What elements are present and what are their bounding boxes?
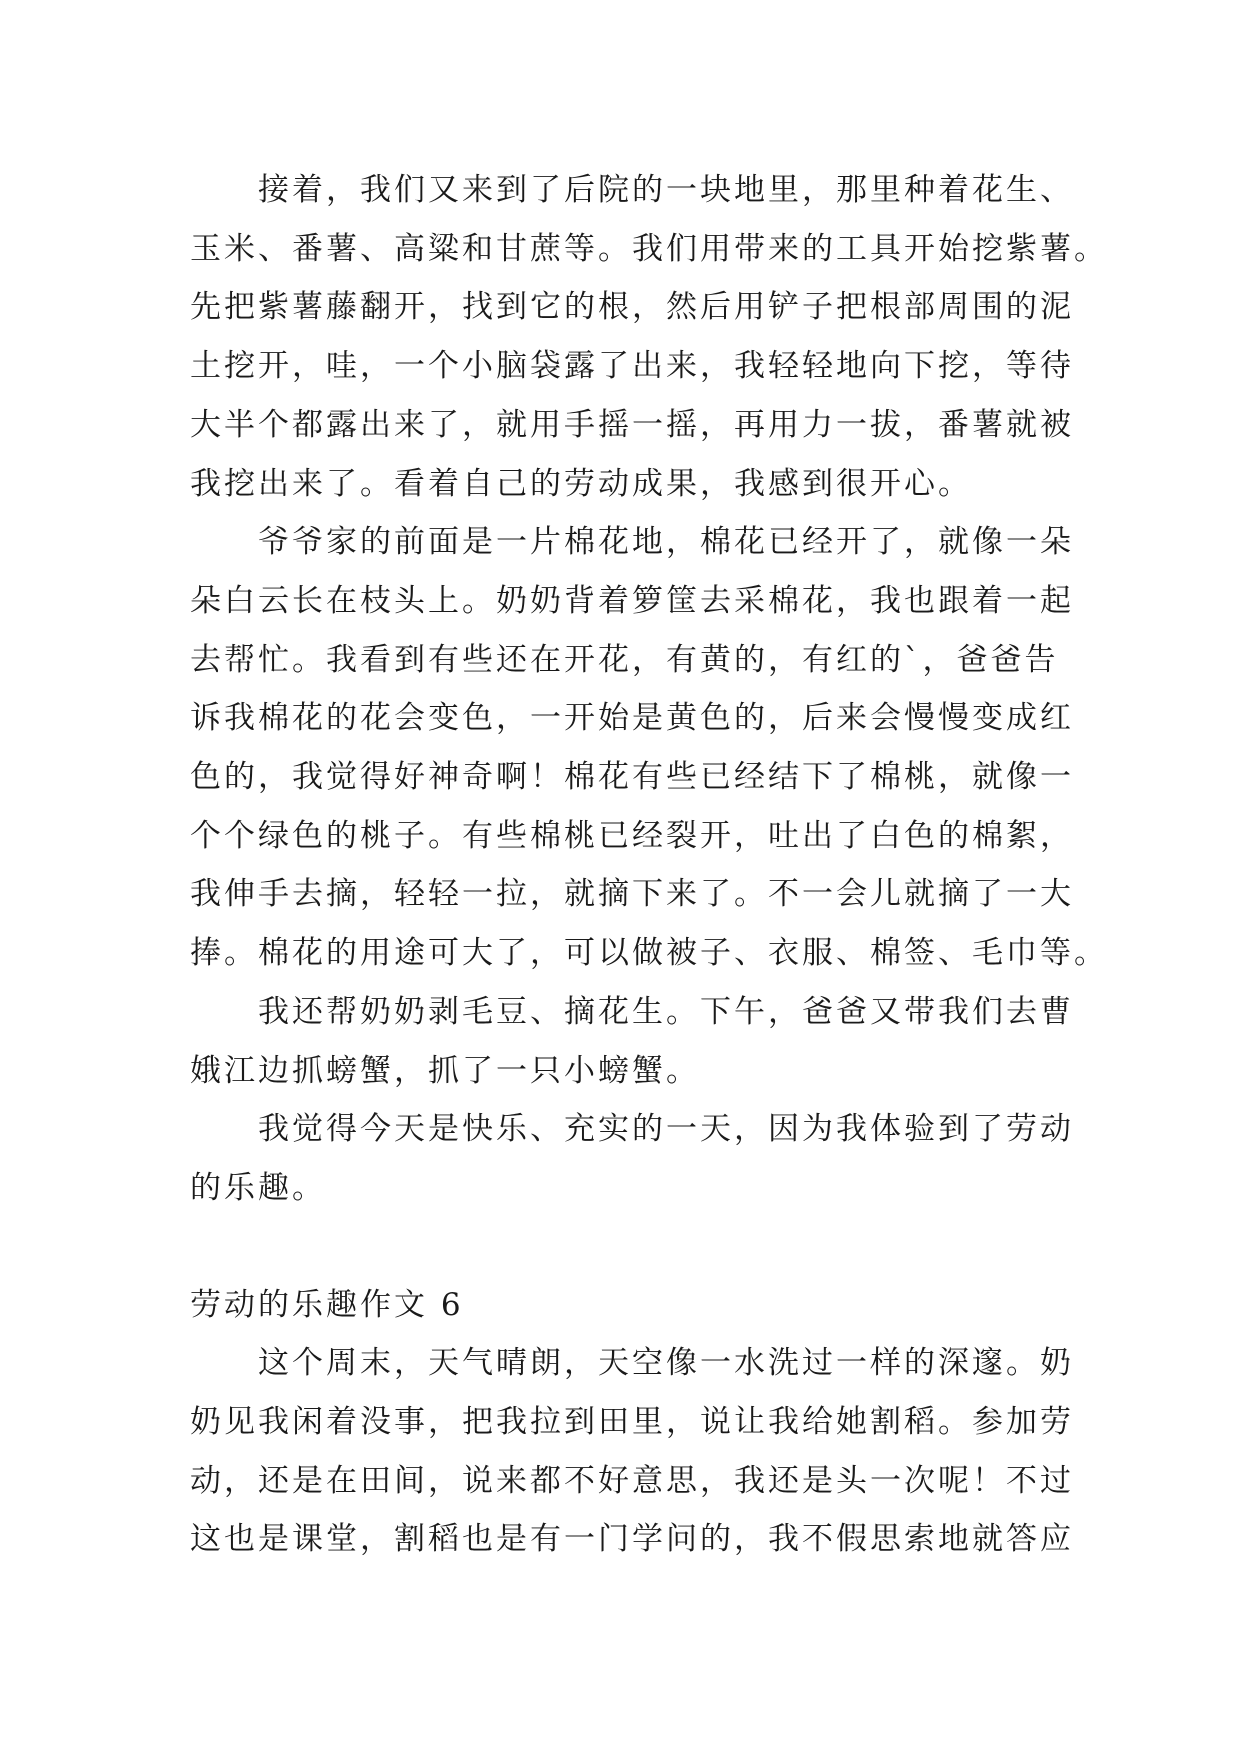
text-line: 土挖开，哇，一个小脑袋露了出来，我轻轻地向下挖，等待 — [190, 348, 1074, 385]
text-line: 爷爷家的前面是一片棉花地，棉花已经开了，就像一朵 — [258, 524, 1074, 561]
document-body — [190, 161, 1108, 1569]
paragraph-afternoon-crabs — [190, 983, 1090, 1100]
text-line: 个个绿色的桃子。有些棉桃已经裂开，吐出了白色的棉絮， — [190, 817, 1074, 854]
text-line: 捧。棉花的用途可大了，可以做被子、衣服、棉签、毛巾等。 — [190, 935, 1108, 972]
text-line: 色的，我觉得好神奇啊！棉花有些已经结下了棉桃，就像一 — [190, 759, 1074, 796]
text-line: 奶见我闲着没事，把我拉到田里，说让我给她割稻。参加劳 — [190, 1404, 1074, 1441]
paragraph-cotton-field — [190, 513, 1108, 983]
text-line: 接着，我们又来到了后院的一块地里，那里种着花生、 — [258, 172, 1074, 208]
paragraph-digging-sweet-potatoes — [190, 161, 1108, 513]
text-line: 动，还是在田间，说来都不好意思，我还是头一次呢！不过 — [190, 1462, 1074, 1499]
text-line: 诉我棉花的花会变色，一开始是黄色的，后来会慢慢变成红 — [190, 700, 1074, 737]
section-title: 劳动的乐趣作文 6 — [190, 1286, 464, 1323]
text-line: 娥江边抓螃蟹，抓了一只小螃蟹。 — [190, 1052, 700, 1089]
text-line: 的乐趣。 — [190, 1169, 326, 1206]
paragraph-weekend-harvest — [190, 1334, 1090, 1569]
text-line: 我挖出来了。看着自己的劳动成果，我感到很开心。 — [190, 465, 972, 502]
text-line: 大半个都露出来了，就用手摇一摇，再用力一拔，番薯就被 — [190, 406, 1074, 443]
text-line: 玉米、番薯、高粱和甘蔗等。我们用带来的工具开始挖紫薯。 — [190, 230, 1108, 267]
text-line: 这个周末，天气晴朗，天空像一水洗过一样的深邃。奶 — [258, 1345, 1074, 1382]
text-line: 这也是课堂，割稻也是有一门学问的，我不假思索地就答应 — [190, 1521, 1074, 1558]
text-line: 我还帮奶奶剥毛豆、摘花生。下午，爸爸又带我们去曹 — [258, 993, 1074, 1030]
text-line: 朵白云长在枝头上。奶奶背着箩筐去采棉花，我也跟着一起 — [190, 582, 1074, 619]
text-line: 我觉得今天是快乐、充实的一天，因为我体验到了劳动 — [258, 1111, 1074, 1148]
text-line: 去帮忙。我看到有些还在开花，有黄的，有红的`，爸爸告 — [190, 641, 1059, 678]
text-line: 我伸手去摘，轻轻一拉，就摘下来了。不一会儿就摘了一大 — [190, 876, 1074, 913]
blank-line — [190, 1218, 1090, 1276]
text-line: 先把紫薯藤翻开，找到它的根，然后用铲子把根部周围的泥 — [190, 289, 1074, 326]
paragraph-conclusion — [190, 1100, 1090, 1217]
